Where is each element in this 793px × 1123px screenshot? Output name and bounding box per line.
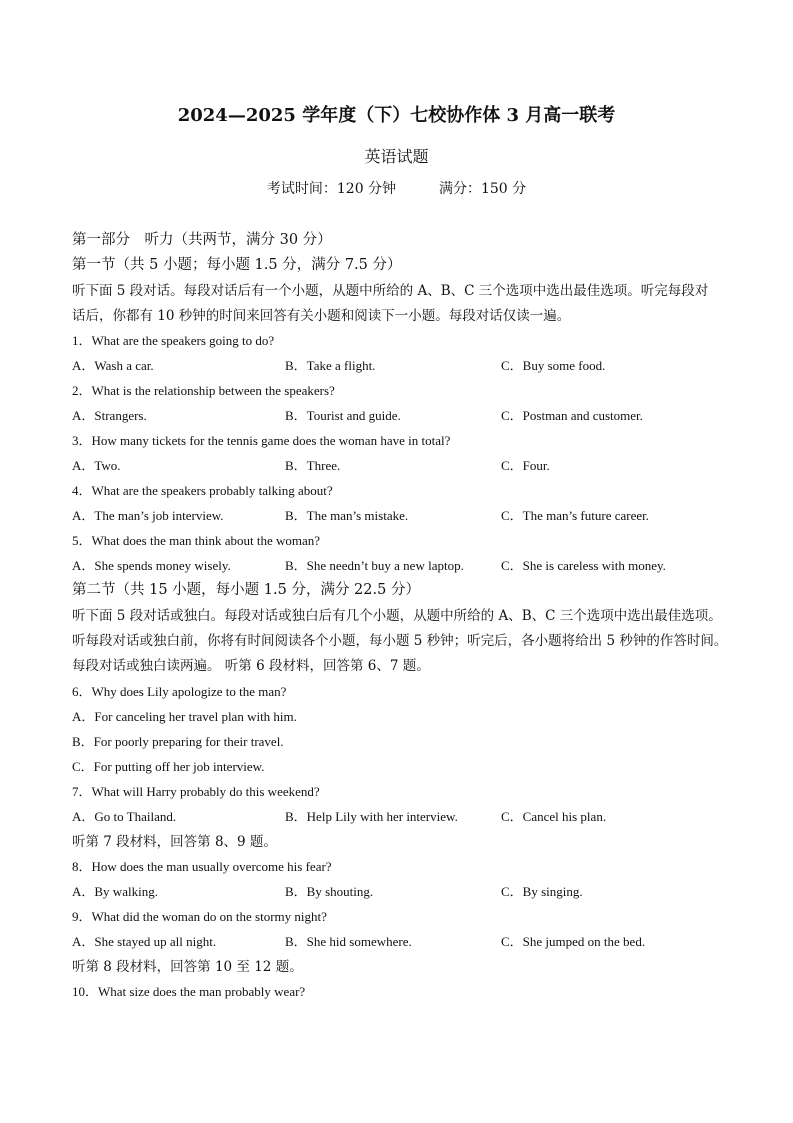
option-a: A．By walking. [72,884,158,899]
option-c: C．Four. [501,458,550,473]
question-stem: 8．How does the man usually overcome his fear? [72,859,332,874]
part1-heading: 第一部分 听力（共两节，满分 30 分） [72,232,332,248]
option-a: A．Go to Thailand. [72,809,177,824]
option-c: C．She is careless with money. [501,558,666,573]
option-a: A．She stayed up all night. [72,934,217,949]
section1-heading: 第一节（共 5 小题；每小题 1.5 分，满分 7.5 分） [72,257,402,273]
option-b: B．Three. [285,458,341,473]
option-b: B．For poorly preparing for their travel. [72,734,284,749]
option-c: C．Buy some food. [501,358,606,373]
option-a: A．Two. [72,458,121,473]
exam-score: 满分：150 分 [438,181,527,197]
question-stem: 9．What did the woman do on the stormy night? [72,909,327,924]
option-b: B．She needn’t buy a new laptop. [285,558,464,573]
option-c: C．The man’s future career. [501,508,649,523]
question-stem: 7．What will Harry probably do this weekend? [72,784,320,799]
question-stem: 3．How many tickets for the tennis game does the woman have in total? [72,433,451,448]
material-7-note: 听第 7 段材料，回答第 8、9 题。 [72,834,277,850]
option-b: B．Tourist and guide. [285,408,401,423]
exam-title: 2024—2025 学年度（下）七校协作体 3 月高一联考 [177,105,616,126]
exam-time: 考试时间：120 分钟 [266,181,397,197]
section1-directions-line1: 听下面 5 段对话。每段对话后有一个小题，从题中所给的 A、B、C 三个选项中选出最佳选项。听完每段对 [72,283,709,299]
option-a: A．Strangers. [72,408,147,423]
option-c: C．Cancel his plan. [501,809,607,824]
material-8-note: 听第 8 段材料，回答第 10 至 12 题。 [72,959,303,975]
option-c: C．For putting off her job interview. [72,759,265,774]
option-b: B．Take a flight. [285,358,376,373]
option-b: B．By shouting. [285,884,374,899]
subject-title: 英语试题 [364,147,429,166]
section2-directions-line1: 听下面 5 段对话或独白。每段对话或独白后有几个小题，从题中所给的 A、B、C 三个选项中选出最佳选项。 [72,608,722,624]
option-a: A．Wash a car. [72,358,154,373]
option-b: B．Help Lily with her interview. [285,809,458,824]
question-stem: 10．What size does the man probably wear? [72,984,306,999]
exam-meta [0,178,793,198]
question-stem: 5．What does the man think about the woman? [72,533,321,548]
section2-heading: 第二节（共 15 小题，每小题 1.5 分，满分 22.5 分） [72,582,420,598]
option-c: C．Postman and customer. [501,408,643,423]
option-c: C．By singing. [501,884,583,899]
option-b: B．She hid somewhere. [285,934,412,949]
option-a: A．The man’s job interview. [72,508,224,523]
question-stem: 2．What is the relationship between the speakers? [72,383,335,398]
question-stem: 6．Why does Lily apologize to the man? [72,684,287,699]
option-c: C．She jumped on the bed. [501,934,646,949]
question-stem: 1．What are the speakers going to do? [72,333,275,348]
option-b: B．The man’s mistake. [285,508,409,523]
question-stem: 4．What are the speakers probably talking about? [72,483,333,498]
option-a: A．For canceling her travel plan with him. [72,709,297,724]
section2-directions-line3: 每段对话或独白读两遍。 听第 6 段材料，回答第 6、7 题。 [72,658,430,674]
section2-directions-line2: 听每段对话或独白前，你将有时间阅读各个小题，每小题 5 秒钟；听完后，各小题将给出 5 秒钟的作答时间。 [72,633,728,649]
section1-directions-line2: 话后，你都有 10 秒钟的时间来回答有关小题和阅读下一小题。每段对话仅读一遍。 [72,308,571,324]
option-a: A．She spends money wisely. [72,558,231,573]
